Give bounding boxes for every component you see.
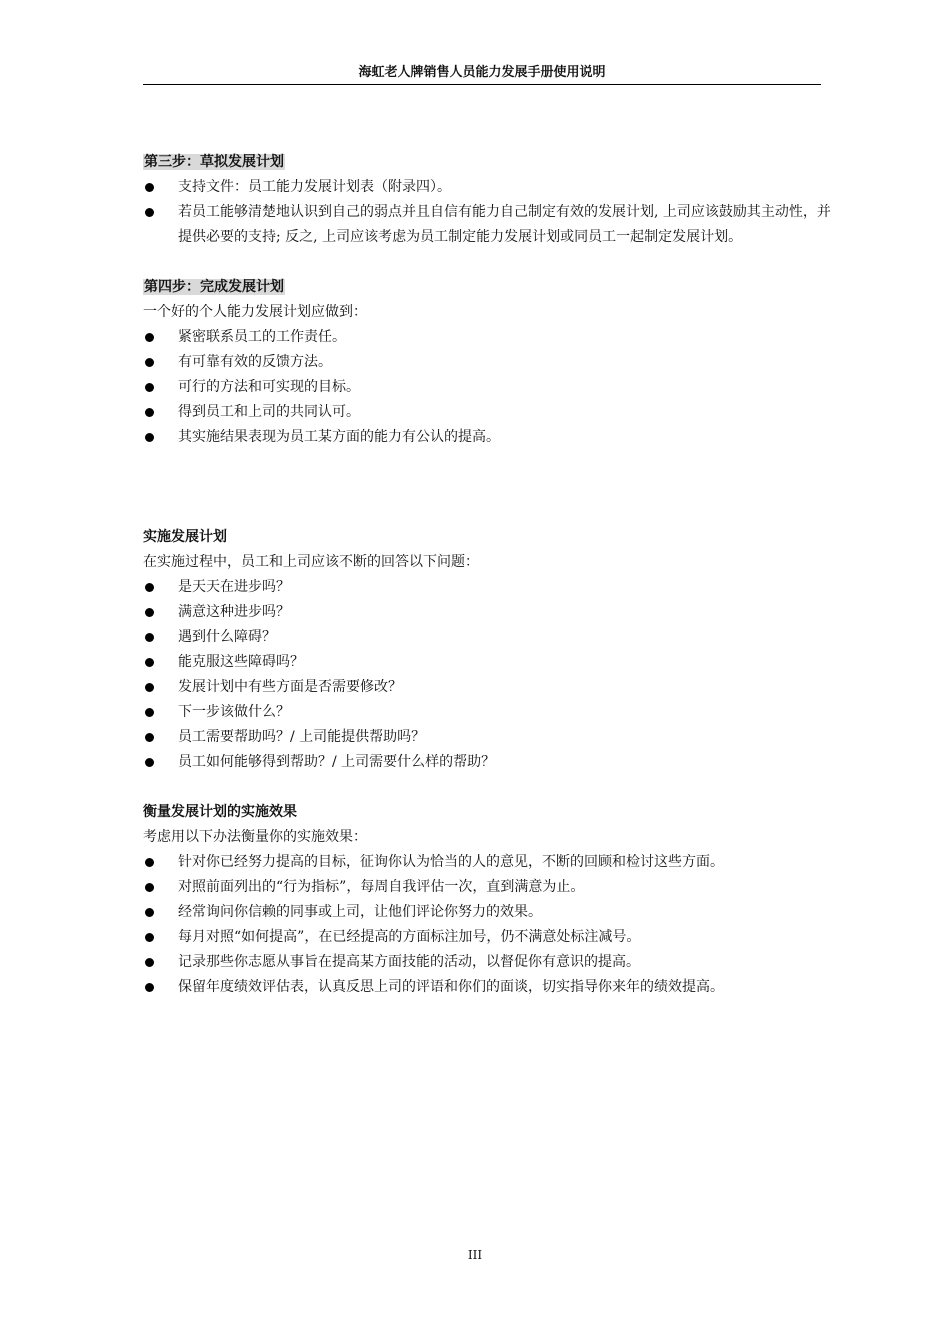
section-title: 第三步：草拟发展计划 xyxy=(144,154,284,170)
section-measure-effect xyxy=(143,800,833,1000)
bullet-item: 得到员工和上司的共同认可。 xyxy=(143,400,833,425)
bullet-item: 若员工能够清楚地认识到自己的弱点并且自信有能力自己制定有效的发展计划, 上司应该鼓励其主动性，并提供必要的支持; 反之, 上司应该考虑为员工制定能力发展计划或同员工一起制定发展计划。 xyxy=(143,200,833,250)
bullet-item: 下一步该做什么？ xyxy=(143,700,833,725)
document-body xyxy=(143,150,833,1000)
section-intro: 在实施过程中，员工和上司应该不断的回答以下问题： xyxy=(143,554,479,570)
bullet-item: 遇到什么障碍？ xyxy=(143,625,833,650)
bullet-item: 可行的方法和可实现的目标。 xyxy=(143,375,833,400)
bullet-item: 是天天在进步吗？ xyxy=(143,575,833,600)
bullet-item: 满意这种进步吗？ xyxy=(143,600,833,625)
page-number: III xyxy=(467,1248,483,1262)
bullet-list xyxy=(143,575,833,775)
bullet-list xyxy=(143,325,833,450)
bullet-item: 每月对照“如何提高”，在已经提高的方面标注加号，仍不满意处标注减号。 xyxy=(143,925,833,950)
header-divider xyxy=(143,84,821,85)
section-draft-plan xyxy=(143,150,833,250)
bullet-item: 员工如何能够得到帮助？/ 上司需要什么样的帮助？ xyxy=(143,750,833,775)
section-implement-plan xyxy=(143,525,833,775)
bullet-item: 经常询问你信赖的同事或上司，让他们评论你努力的效果。 xyxy=(143,900,833,925)
bullet-item: 发展计划中有些方面是否需要修改？ xyxy=(143,675,833,700)
bullet-item: 紧密联系员工的工作责任。 xyxy=(143,325,833,350)
bullet-item: 保留年度绩效评估表，认真反思上司的评语和你们的面谈，切实指导你来年的绩效提高。 xyxy=(143,975,833,1000)
section-title: 第四步：完成发展计划 xyxy=(144,279,284,295)
section-title: 衡量发展计划的实施效果 xyxy=(143,804,297,820)
bullet-item: 员工需要帮助吗？/ 上司能提供帮助吗？ xyxy=(143,725,833,750)
bullet-list xyxy=(143,850,833,1000)
section-intro: 考虑用以下办法衡量你的实施效果： xyxy=(143,829,367,845)
bullet-item: 能克服这些障碍吗？ xyxy=(143,650,833,675)
bullet-item: 支持文件：员工能力发展计划表（附录四）。 xyxy=(143,175,833,200)
bullet-item: 针对你已经努力提高的目标，征询你认为恰当的人的意见，不断的回顾和检讨这些方面。 xyxy=(143,850,833,875)
bullet-item: 记录那些你志愿从事旨在提高某方面技能的活动，以督促你有意识的提高。 xyxy=(143,950,833,975)
section-intro: 一个好的个人能力发展计划应做到： xyxy=(143,304,367,320)
bullet-list xyxy=(143,175,833,250)
bullet-item: 其实施结果表现为员工某方面的能力有公认的提高。 xyxy=(143,425,833,450)
document-header-title: 海虹老人牌销售人员能力发展手册使用说明 xyxy=(358,65,606,80)
bullet-item: 对照前面列出的“行为指标”，每周自我评估一次，直到满意为止。 xyxy=(143,875,833,900)
section-complete-plan xyxy=(143,275,833,450)
section-title: 实施发展计划 xyxy=(143,529,227,545)
bullet-item: 有可靠有效的反馈方法。 xyxy=(143,350,833,375)
